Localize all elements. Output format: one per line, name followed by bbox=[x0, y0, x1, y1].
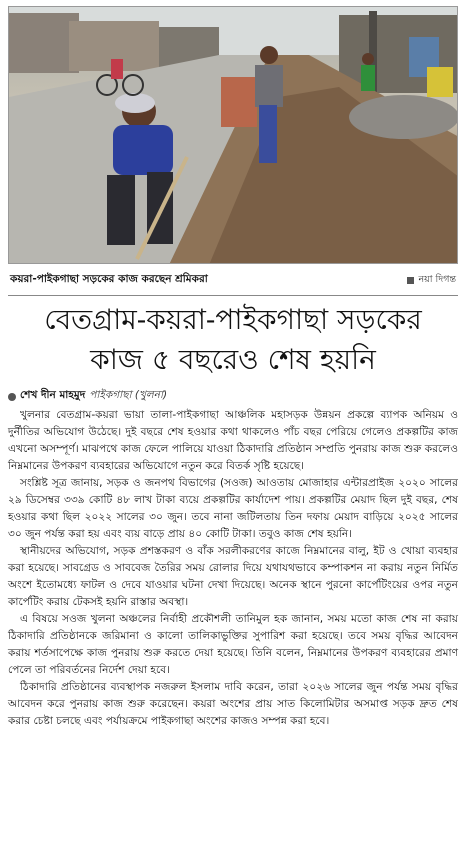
article-paragraph: এ বিষয়ে সওজ খুলনা অঞ্চলের নির্বাহী প্রকৌশলী তানিমুল হক জানান, সময় মতো কাজ শেষ না করায় ঠিকাদারি প্রতিষ্ঠানকে জরিমানা ও কালো তালিকাভুক্তির সুপারিশ করা হয়েছে। তবে সময় বৃদ্ধির আবেদন করায় শর্তসাপেক্ষে কাজ পুনরায় শুরু করতে দেয়া হয়েছে। তিনি বলেন, নিম্নমানের উপকরণ ব্যবহারের প্রমাণ পেলে তা পরিবর্তনের নির্দেশ দেয়া হবে। bbox=[8, 613, 458, 676]
road-construction-photo bbox=[9, 7, 458, 264]
article-paragraph: খুলনার বেতগ্রাম-কয়রা ভায়া তালা-পাইকগাছা আঞ্চলিক মহাসড়ক উন্নয়ন প্রকল্পে ব্যাপক অনিয়ম ও দুর্নীতির অভিযোগ উঠেছে। দুই বছরে শেষ হওয়ার কথা থাকলেও পাঁচ বছর পেরিয়ে গেলেও প্রকল্পটির কাজ এখনো অসম্পূর্ণ। মাঝপথে কাজ ফেলে পালিয়ে যাওয়া ঠিকাদারি প্রতিষ্ঠান সম্প্রতি পুনরায় কাজ শুরু করলেও নিম্নমানের উপকরণ ব্যবহারের অভিযোগে নতুন করে বিতর্ক সৃষ্টি হয়েছে। bbox=[8, 409, 458, 472]
news-photo bbox=[8, 6, 458, 264]
caption-row bbox=[8, 272, 458, 289]
byline-location: পাইকগাছা (খুলনা) bbox=[89, 389, 168, 401]
byline bbox=[8, 388, 458, 405]
bullet-icon bbox=[8, 393, 16, 401]
photo-source-label: নয়া দিগন্ত bbox=[418, 274, 456, 285]
photo-caption: কয়রা-পাইকগাছা সড়কের কাজ করছেন শ্রমিকরা bbox=[10, 273, 208, 285]
square-bullet-icon bbox=[407, 277, 414, 284]
divider bbox=[8, 295, 458, 296]
article-paragraph: ঠিকাদারি প্রতিষ্ঠানের ব্যবস্থাপক নজরুল ইসলাম দাবি করেন, তারা ২০২৬ সালের জুন পর্যন্ত সময় বৃদ্ধির আবেদন করে পুনরায় কাজ শুরু করেছেন। কয়রা অংশের প্রায় সাত কিলোমিটার অসমাপ্ত সড়ক দ্রুত শেষ করার চেষ্টা চলছে এবং পর্যায়ক্রমে পাইকগাছা অংশের কাজও সম্পন্ন করা হবে। bbox=[8, 681, 458, 727]
article-paragraph: স্থানীয়দের অভিযোগ, সড়ক প্রশস্তকরণ ও বাঁক সরলীকরণের কাজে নিম্নমানের বালু, ইট ও খোয়া ব্যবহার করা হয়েছে। সাবগ্রেড ও সাববেজ তৈরির সময় রোলার দিয়ে যথাযথভাবে কম্পাকশন না করায় নতুন নির্মিত অংশে ইতোমধ্যে ফাটল ও দেবে যাওয়ার ঘটনা দেখা দিয়েছে। অনেক স্থানে পুরনো কার্পেটিংয়ের ওপর নতুন কার্পেটিং করায় টেকসই হয়নি রাস্তার অবস্থা। bbox=[8, 545, 458, 608]
article-body bbox=[8, 407, 458, 730]
headline-line-2: কাজ ৫ বছরেও শেষ হয়নি bbox=[90, 343, 376, 376]
author-name: শেখ দীন মাহমুদ bbox=[20, 389, 86, 401]
headline-line-1: বেতগ্রাম-কয়রা-পাইকগাছা সড়কের bbox=[44, 303, 422, 336]
article-paragraph: সংশ্লিষ্ট সূত্র জানায়, সড়ক ও জনপথ বিভাগের (সওজ) আওতায় মোজাহার এন্টারপ্রাইজ ২০২০ সালের ২৯ ডিসেম্বর ৩৩৯ কোটি ৪৮ লাখ টাকা ব্যয়ে প্রকল্পটির কার্যাদেশ পায়। প্রকল্পটির মেয়াদ ছিল দুই বছর, শেষ হওয়ার কথা ছিল ২০২২ সালের ৩০ জুন। তবে নানা জটিলতায় তিন দফায় মেয়াদ বাড়িয়ে ২০২৫ সালের ৩০ জুন পর্যন্ত করা হয় এবং ব্যয় বাড়ে প্রায় ৪০ কোটি টাকা। তবুও কাজ শেষ হয়নি। bbox=[8, 477, 458, 540]
photo-source bbox=[407, 273, 456, 288]
headline bbox=[8, 300, 458, 380]
